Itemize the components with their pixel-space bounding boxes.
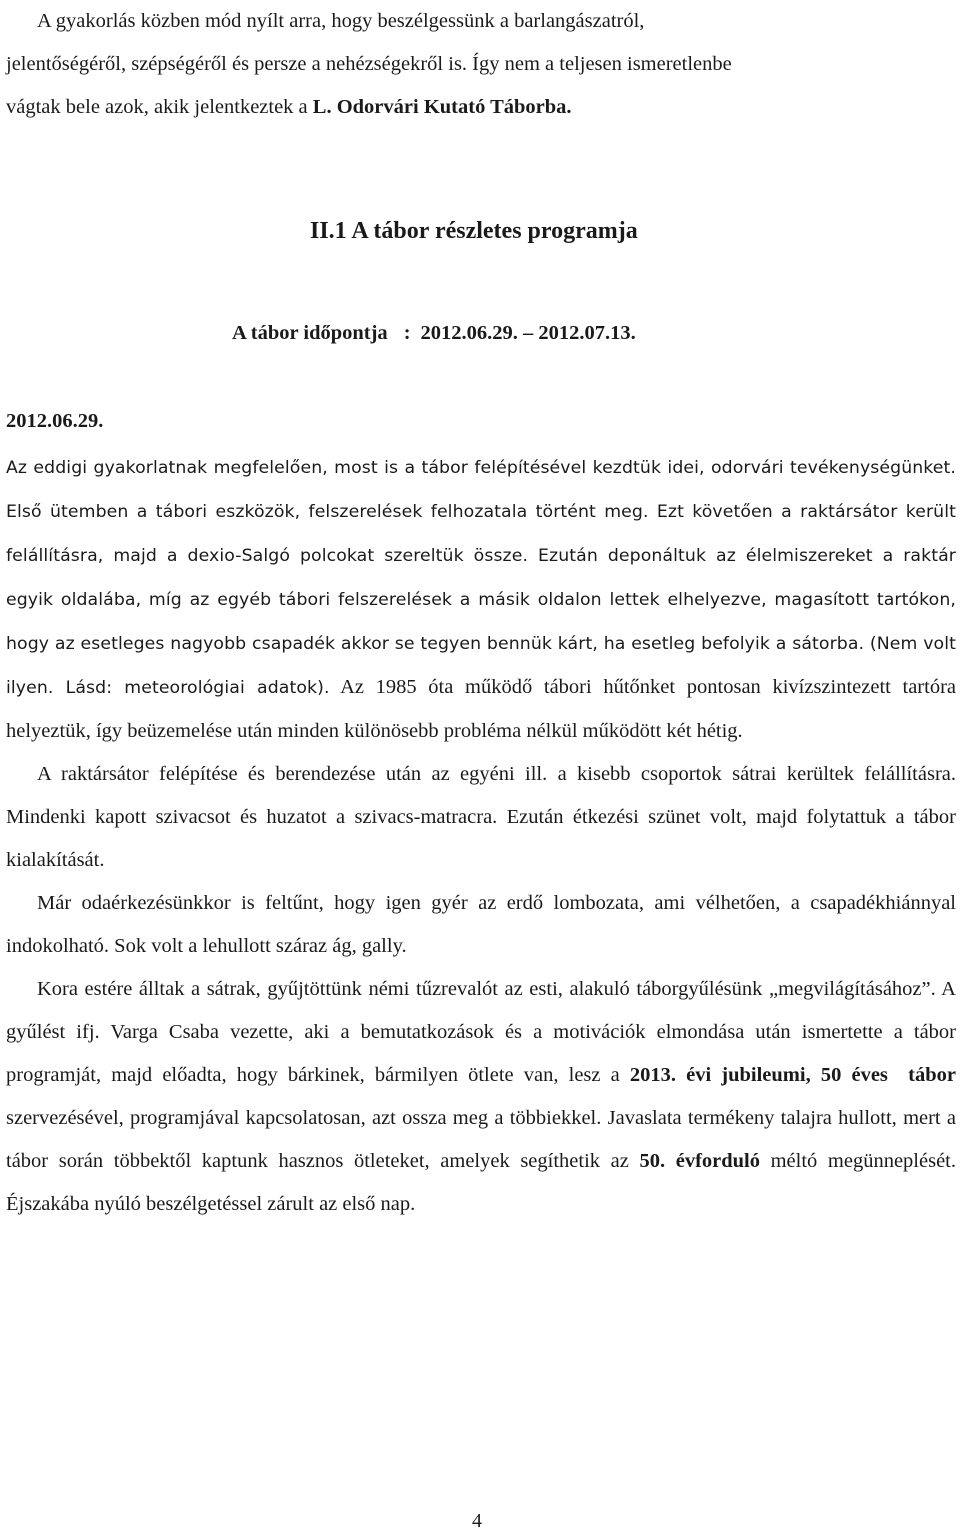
day-paragraph-1-serif: Az 1985 óta működő tábori hűtőnket pontosan kivízszintezett tartóra helyeztük, így beüzemelése után minden különösebb probléma nélkül működött két hétig. xyxy=(6,676,957,742)
camp-dates-range: 2012.06.29. – 2012.07.13. xyxy=(420,322,636,344)
intro-line-3 xyxy=(6,86,956,129)
camp-name: L. Odorvári Kutató Táborba. xyxy=(312,96,572,118)
day-body xyxy=(6,446,956,1226)
intro-line-1: A gyakorlás közben mód nyílt arra, hogy beszélgessünk a barlangászatról, xyxy=(37,10,645,32)
day-paragraph-4-e: méltó megünneplését. Éjszakába nyúló beszélgetéssel zárult az első nap. xyxy=(6,1150,956,1215)
page-number: 4 xyxy=(472,1510,482,1532)
camp-dates xyxy=(232,322,636,345)
day-paragraph-4-c: szervezésével, programjával kapcsolatosan, azt ossza meg a többiekkel. Javaslata termékeny talajra hullott, mert a tábor során többektől kaptunk hasznos ötleteket, amelyek segíthetik az xyxy=(6,1107,956,1172)
jubilee-mention: 2013. évi jubileumi, 50 éves xyxy=(629,1064,888,1086)
day-paragraph-1-sans: Az eddigi gyakorlatnak megfelelően, most is a tábor felépítésével kezdtük idei, odorvári tevékenységünket. Első ütemben a tábori eszközök, felszerelések felhozatala történt meg. Ezt követően a raktársátor került felállításra, majd a dexio-Salgó polcokat szereltük össze. Ezután deponáltuk az élelmiszereket a raktár egyik oldalába, míg az egyéb tábori felszerelések a másik oldalon lettek elhelyezve, magasított tartókon, hogy az esetleges nagyobb csapadék akkor se tegyen bennük kárt, ha esetleg befolyik a sátorba. (Nem volt ilyen. Lásd: meteorológiai adatok). xyxy=(6,458,956,698)
intro-line-2: jelentőségéről, szépségéről és persze a nehézségekről is. Így nem a teljesen ismeretlenbe xyxy=(6,53,732,75)
day-paragraph-1 xyxy=(6,446,956,753)
day-paragraph-2: A raktársátor felépítése és berendezése után az egyéni ill. a kisebb csoportok sátrai kerültek felállításra. Mindenki kapott szivacsot és huzatot a szivacs-matracra. Ezután étkezési szünet volt, majd folytattuk a tábor kialakítását. xyxy=(6,763,956,871)
intro-paragraph xyxy=(6,0,956,129)
camp-dates-colon: : xyxy=(403,322,411,344)
anniversary-word: évforduló xyxy=(675,1150,760,1172)
section-number: II.1 xyxy=(310,218,347,244)
day-paragraph-3: Már odaérkezésünkkor is feltűnt, hogy igen gyér az erdő lombozata, ami vélhetően, a csapadékhiánnyal indokolható. Sok volt a lehullott száraz ág, gally. xyxy=(6,892,956,957)
day-heading: 2012.06.29. xyxy=(6,410,104,432)
jubilee-camp-word: tábor xyxy=(908,1064,956,1086)
intro-line-3-text: vágtak bele azok, akik jelentkeztek a xyxy=(6,96,313,118)
section-heading xyxy=(310,218,638,245)
section-title: A tábor részletes programja xyxy=(351,218,638,244)
anniversary-number: 50. xyxy=(639,1150,666,1172)
day-paragraph-4 xyxy=(6,968,956,1226)
camp-dates-label: A tábor időpontja xyxy=(232,322,388,344)
day-paragraph-4-a: Kora estére álltak a sátrak, gyűjtöttünk némi tűzrevalót az esti, alakuló táborgyűlésünk „megvilágításához”. A gyűlést ifj. Varga Csaba vezette, aki a bemutatkozások és a motivációk elmondása után ismertette a tábor programját, majd előadta, hogy bárkinek, bármilyen ötlete van, lesz a xyxy=(6,978,956,1086)
